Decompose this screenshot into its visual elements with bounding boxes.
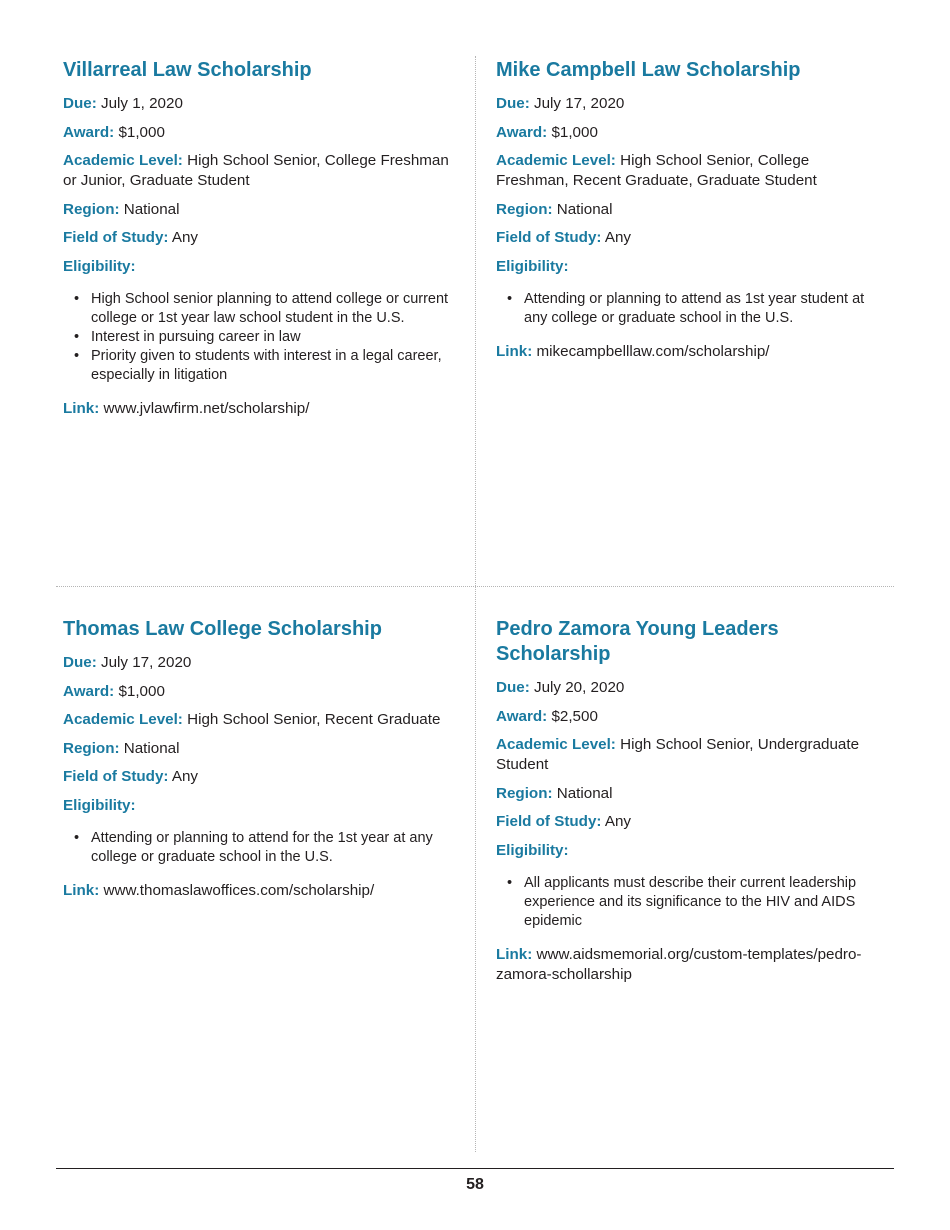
due-value: July 17, 2020	[533, 95, 625, 112]
region-field	[496, 784, 886, 804]
due-field	[63, 653, 453, 673]
field-of-study-field	[496, 228, 886, 248]
field-of-study-field	[63, 228, 453, 248]
field-of-study-field	[63, 767, 453, 787]
link-field	[63, 881, 453, 901]
eligibility-list	[63, 290, 453, 385]
award-label: Award:	[496, 123, 548, 141]
eligibility-heading: Eligibility:	[63, 257, 136, 275]
academic-level-field	[63, 710, 453, 730]
link-field	[496, 945, 886, 985]
award-label: Award:	[496, 707, 548, 725]
due-label: Due:	[496, 95, 530, 112]
eligibility-item: • Attending or planning to attend as 1st year student at any college or graduate school in the U.S.	[524, 290, 886, 328]
field-of-study-field	[496, 812, 886, 832]
link-field	[63, 399, 453, 419]
field-of-study-value: Any	[604, 229, 632, 246]
link-value[interactable]: mikecampbelllaw.com/scholarship/	[536, 342, 770, 360]
eligibility-item: • High School senior planning to attend college or current college or 1st year law school student in the U.S.	[91, 290, 453, 328]
award-value: $2,500	[551, 707, 598, 725]
region-label: Region:	[496, 200, 553, 218]
due-field	[496, 678, 886, 698]
award-field	[496, 123, 886, 143]
academic-level-field	[63, 151, 453, 191]
region-label: Region:	[63, 739, 120, 757]
academic-level-value: High School Senior, Undergraduate Student	[496, 736, 860, 773]
region-value: National	[556, 200, 613, 218]
column-divider	[475, 56, 476, 1152]
award-field	[63, 682, 453, 702]
eligibility-heading: Eligibility:	[496, 841, 569, 859]
region-value: National	[556, 784, 613, 802]
award-value: $1,000	[118, 682, 165, 700]
scholarship-card	[63, 617, 453, 901]
link-label: Link:	[63, 881, 100, 899]
field-of-study-value: Any	[171, 768, 199, 785]
eligibility-list	[496, 290, 886, 328]
region-value: National	[123, 739, 180, 757]
scholarship-card	[496, 617, 886, 985]
scholarship-card	[496, 58, 886, 362]
scholarship-title: Thomas Law College Scholarship	[63, 618, 382, 640]
link-field	[496, 342, 886, 362]
due-label: Due:	[63, 654, 97, 671]
scholarship-title: Villarreal Law Scholarship	[63, 59, 312, 81]
academic-level-value: High School Senior, College Freshman, Recent Graduate, Graduate Student	[496, 152, 817, 189]
due-field	[496, 94, 886, 114]
academic-level-label: Academic Level:	[496, 736, 616, 753]
due-field	[63, 94, 453, 114]
field-of-study-label: Field of Study:	[63, 229, 169, 246]
scholarship-title: Mike Campbell Law Scholarship	[496, 59, 801, 81]
award-label: Award:	[63, 682, 115, 700]
academic-level-field	[496, 735, 886, 775]
academic-level-label: Academic Level:	[496, 152, 616, 169]
due-label: Due:	[63, 95, 97, 112]
eligibility-heading: Eligibility:	[496, 257, 569, 275]
region-label: Region:	[63, 200, 120, 218]
academic-level-label: Academic Level:	[63, 152, 183, 169]
award-label: Award:	[63, 123, 115, 141]
scholarship-title: Pedro Zamora Young Leaders Scholarship	[496, 618, 779, 665]
eligibility-heading: Eligibility:	[63, 796, 136, 814]
eligibility-item: • Interest in pursuing career in law	[91, 328, 453, 347]
academic-level-field	[496, 151, 886, 191]
eligibility-list	[496, 874, 886, 931]
due-value: July 17, 2020	[100, 654, 192, 671]
page-number: 58	[466, 1176, 484, 1193]
scholarship-card	[63, 58, 453, 419]
eligibility-item: • Priority given to students with interest in a legal career, especially in litigation	[91, 347, 453, 385]
due-value: July 1, 2020	[100, 95, 183, 112]
field-of-study-value: Any	[604, 813, 632, 830]
link-label: Link:	[63, 399, 100, 417]
award-field	[496, 707, 886, 727]
link-value[interactable]: www.thomaslawoffices.com/scholarship/	[103, 881, 375, 899]
region-field	[496, 200, 886, 220]
eligibility-list	[63, 829, 453, 867]
academic-level-value: High School Senior, College Freshman or Junior, Graduate Student	[63, 152, 449, 189]
eligibility-item: • Attending or planning to attend for the 1st year at any college or graduate school in the U.S.	[91, 829, 453, 867]
field-of-study-label: Field of Study:	[496, 229, 602, 246]
eligibility-item: • All applicants must describe their current leadership experience and its significance to the HIV and AIDS epidemic	[524, 874, 886, 931]
field-of-study-value: Any	[171, 229, 199, 246]
region-field	[63, 739, 453, 759]
field-of-study-label: Field of Study:	[496, 813, 602, 830]
award-value: $1,000	[118, 123, 165, 141]
region-label: Region:	[496, 784, 553, 802]
award-value: $1,000	[551, 123, 598, 141]
link-label: Link:	[496, 342, 533, 360]
region-field	[63, 200, 453, 220]
due-value: July 20, 2020	[533, 679, 625, 696]
due-label: Due:	[496, 679, 530, 696]
field-of-study-label: Field of Study:	[63, 768, 169, 785]
academic-level-label: Academic Level:	[63, 711, 183, 728]
row-divider	[56, 586, 894, 587]
award-field	[63, 123, 453, 143]
link-value[interactable]: www.aidsmemorial.org/custom-templates/pedro-zamora-schollarship	[496, 945, 862, 983]
region-value: National	[123, 200, 180, 218]
footer-rule	[56, 1168, 894, 1169]
link-value[interactable]: www.jvlawfirm.net/scholarship/	[103, 399, 310, 417]
academic-level-value: High School Senior, Recent Graduate	[187, 711, 441, 728]
link-label: Link:	[496, 945, 533, 963]
